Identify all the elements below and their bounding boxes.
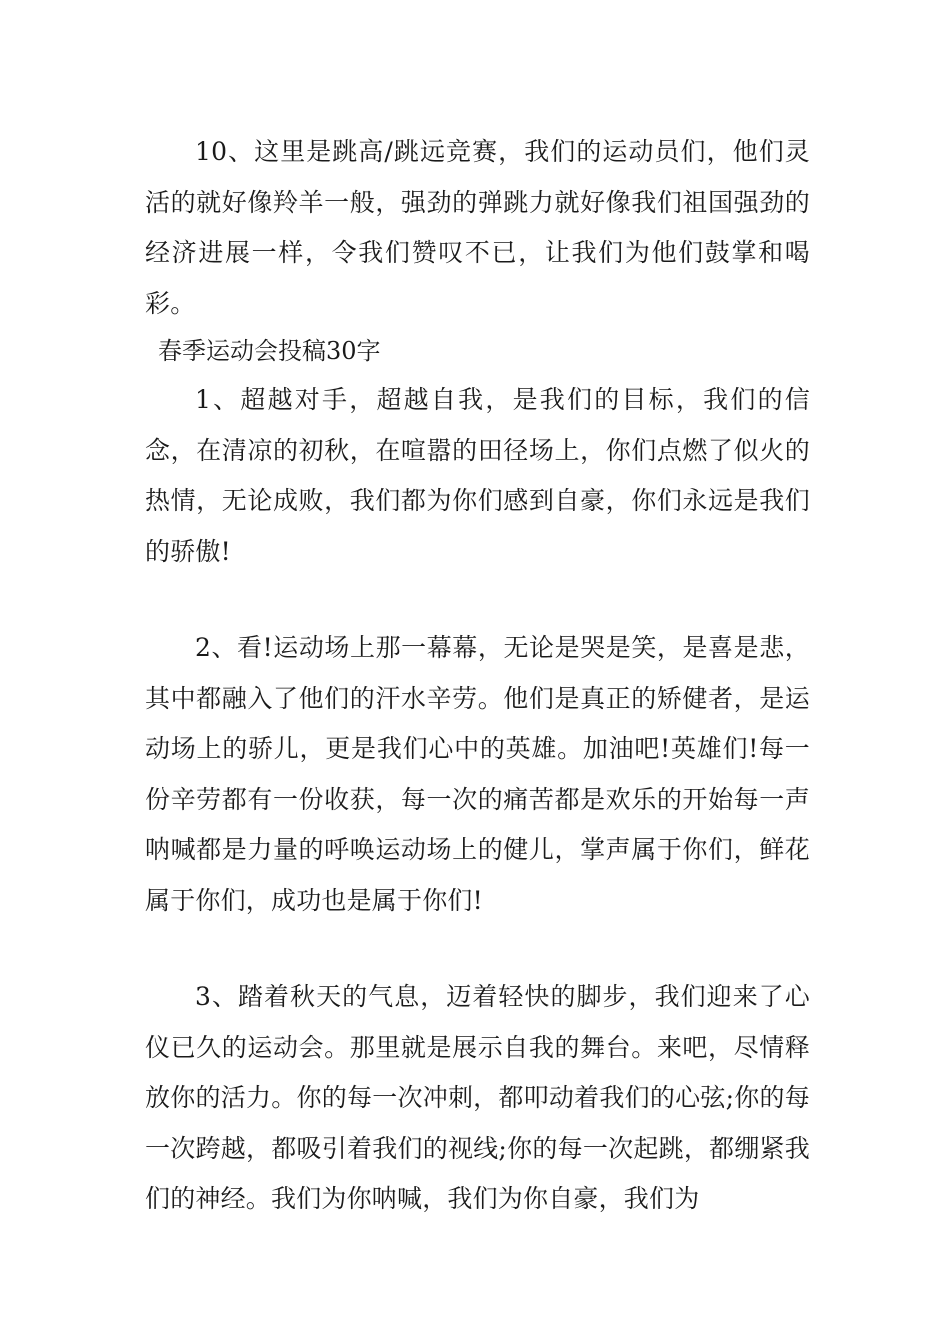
paragraph-3: 3、踏着秋天的气息，迈着轻快的脚步，我们迎来了心仪已久的运动会。那里就是展示自我的舞台。来吧，尽情释放你的活力。你的每一次冲刺，都叩动着我们的心弦;你的每一次跨越，都吸引着我们的视线;你的每一次起跳，都绷紧我们的神经。我们为你呐喊，我们为你自豪，我们为 xyxy=(145,982,810,1213)
paragraph-1: 1、超越对手，超越自我，是我们的目标，我们的信念，在清凉的初秋，在喧嚣的田径场上，你们点燃了似火的热情，无论成败，我们都为你们感到自豪，你们永远是我们的骄傲! xyxy=(145,385,810,566)
paragraph-2: 2、看!运动场上那一幕幕，无论是哭是笑，是喜是悲，其中都融入了他们的汗水辛劳。他们是真正的矫健者，是运动场上的骄儿，更是我们心中的英雄。加油吧!英雄们!每一份辛劳都有一份收获，每一次的痛苦都是欢乐的开始每一声呐喊都是力量的呼唤运动场上的健儿，掌声属于你们，鲜花属于你们，成功也是属于你们! xyxy=(145,633,810,915)
section-heading: 春季运动会投稿30字 xyxy=(158,337,381,365)
paragraph-10: 10、这里是跳高/跳远竞赛，我们的运动员们，他们灵活的就好像羚羊一般，强劲的弹跳力就好像我们祖国强劲的经济进展一样，令我们赞叹不已，让我们为他们鼓掌和喝彩。 xyxy=(145,137,810,318)
